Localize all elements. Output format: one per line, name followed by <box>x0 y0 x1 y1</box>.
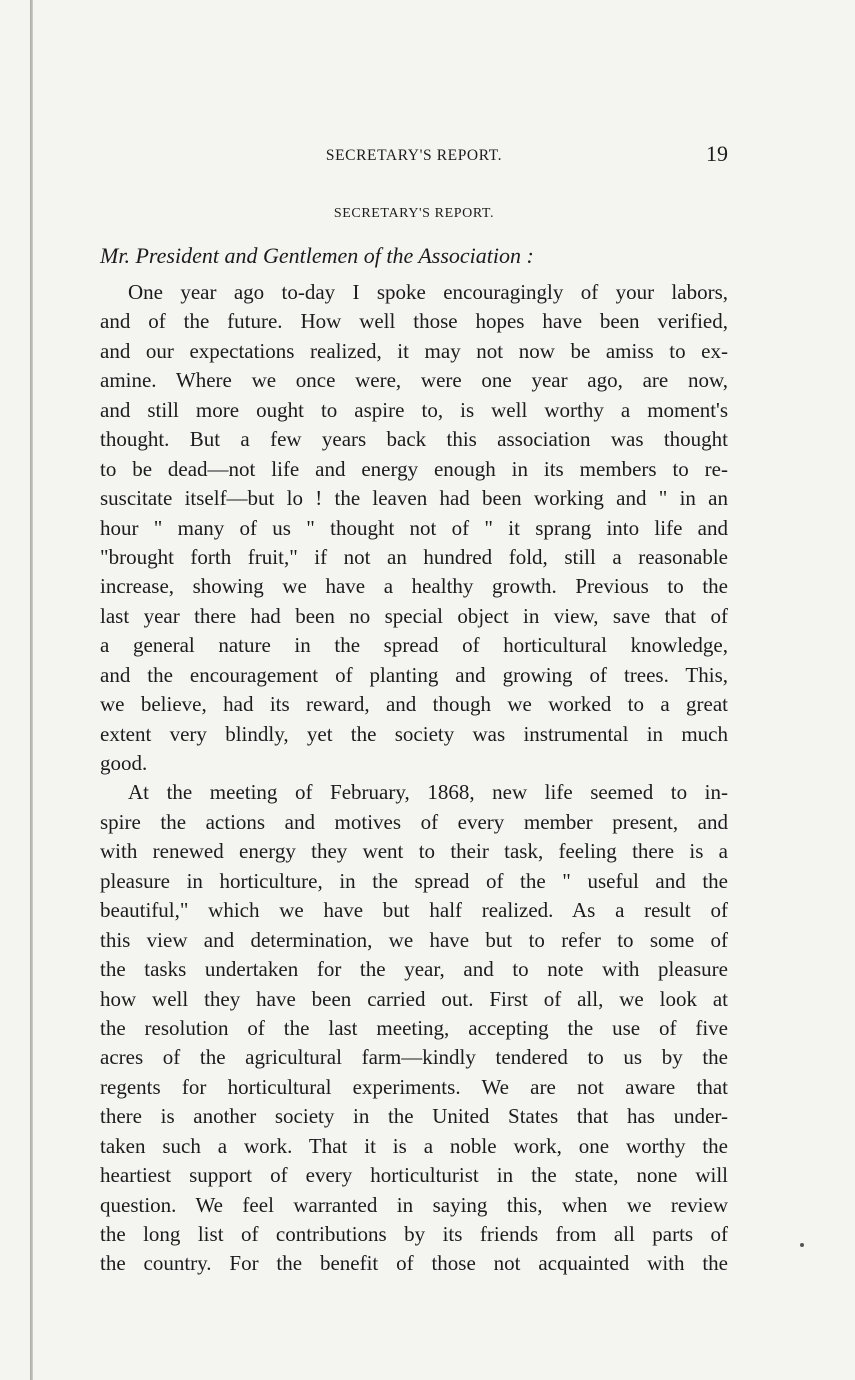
text-line: and still more ought to aspire to, is well worthy a moment's <box>100 397 728 422</box>
text-line: with renewed energy they went to their task, feeling there is a <box>100 839 728 864</box>
document-page <box>100 0 728 1380</box>
text-line: "brought forth fruit," if not an hundred fold, still a reasonable <box>100 544 728 569</box>
text-line: this view and determination, we have but to refer to some of <box>100 927 728 952</box>
text-line: and our expectations realized, it may not now be amiss to ex- <box>100 338 728 363</box>
salutation: Mr. President and Gentlemen of the Association : <box>100 243 534 268</box>
margin-speck <box>800 1243 804 1247</box>
text-line: extent very blindly, yet the society was instrumental in much <box>100 721 728 746</box>
text-line: thought. But a few years back this association was thought <box>100 427 728 452</box>
text-line: we believe, had its reward, and though we worked to a great <box>100 692 728 717</box>
text-line: good. <box>100 751 148 775</box>
text-line: the long list of contributions by its friends from all parts of <box>100 1222 728 1246</box>
text-line: how well they have been carried out. First of all, we look at <box>100 986 728 1011</box>
section-heading: SECRETARY'S REPORT. <box>333 206 495 221</box>
running-head <box>100 143 728 171</box>
text-line: the country. For the benefit of those not acquainted with the <box>100 1251 728 1276</box>
body-text <box>100 278 728 1279</box>
text-line: spire the actions and motives of every member present, and <box>100 809 728 834</box>
text-line: One year ago to-day I spoke encouragingly of your labors, <box>128 280 728 304</box>
text-line: beautiful," which we have but half realized. As a result of <box>100 898 728 923</box>
text-line: a general nature in the spread of horticultural knowledge, <box>100 633 728 658</box>
text-line: hour " many of us " thought not of " it sprang into life and <box>100 515 728 540</box>
text-line: amine. Where we once were, were one year ago, are now, <box>100 368 728 393</box>
text-line: the tasks undertaken for the year, and to note with pleasure <box>100 957 728 982</box>
page-binding-edge <box>30 0 33 1380</box>
page-number: 19 <box>706 141 728 166</box>
text-line: and the encouragement of planting and growing of trees. This, <box>100 662 728 687</box>
text-line: the resolution of the last meeting, accepting the use of five <box>100 1015 728 1040</box>
text-line: regents for horticultural experiments. We are not aware that <box>100 1074 728 1099</box>
running-head-title: SECRETARY'S REPORT. <box>325 147 503 164</box>
text-line: suscitate itself—but lo ! the leaven had been working and " in an <box>100 486 728 511</box>
text-line: increase, showing we have a healthy growth. Previous to the <box>100 574 728 599</box>
text-line: acres of the agricultural farm—kindly tendered to us by the <box>100 1045 728 1070</box>
text-line: pleasure in horticulture, in the spread of the " useful and the <box>100 868 728 893</box>
text-line: and of the future. How well those hopes have been verified, <box>100 309 728 334</box>
text-line: taken such a work. That it is a noble work, one worthy the <box>100 1133 728 1158</box>
text-line: heartiest support of every horticulturist in the state, none will <box>100 1163 728 1188</box>
text-line: At the meeting of February, 1868, new life seemed to in- <box>128 780 728 805</box>
text-line: last year there had been no special object in view, save that of <box>100 603 728 628</box>
text-line: question. We feel warranted in saying this, when we review <box>100 1192 728 1217</box>
text-line: there is another society in the United States that has under- <box>100 1104 728 1129</box>
text-line: to be dead—not life and energy enough in its members to re- <box>100 456 728 481</box>
